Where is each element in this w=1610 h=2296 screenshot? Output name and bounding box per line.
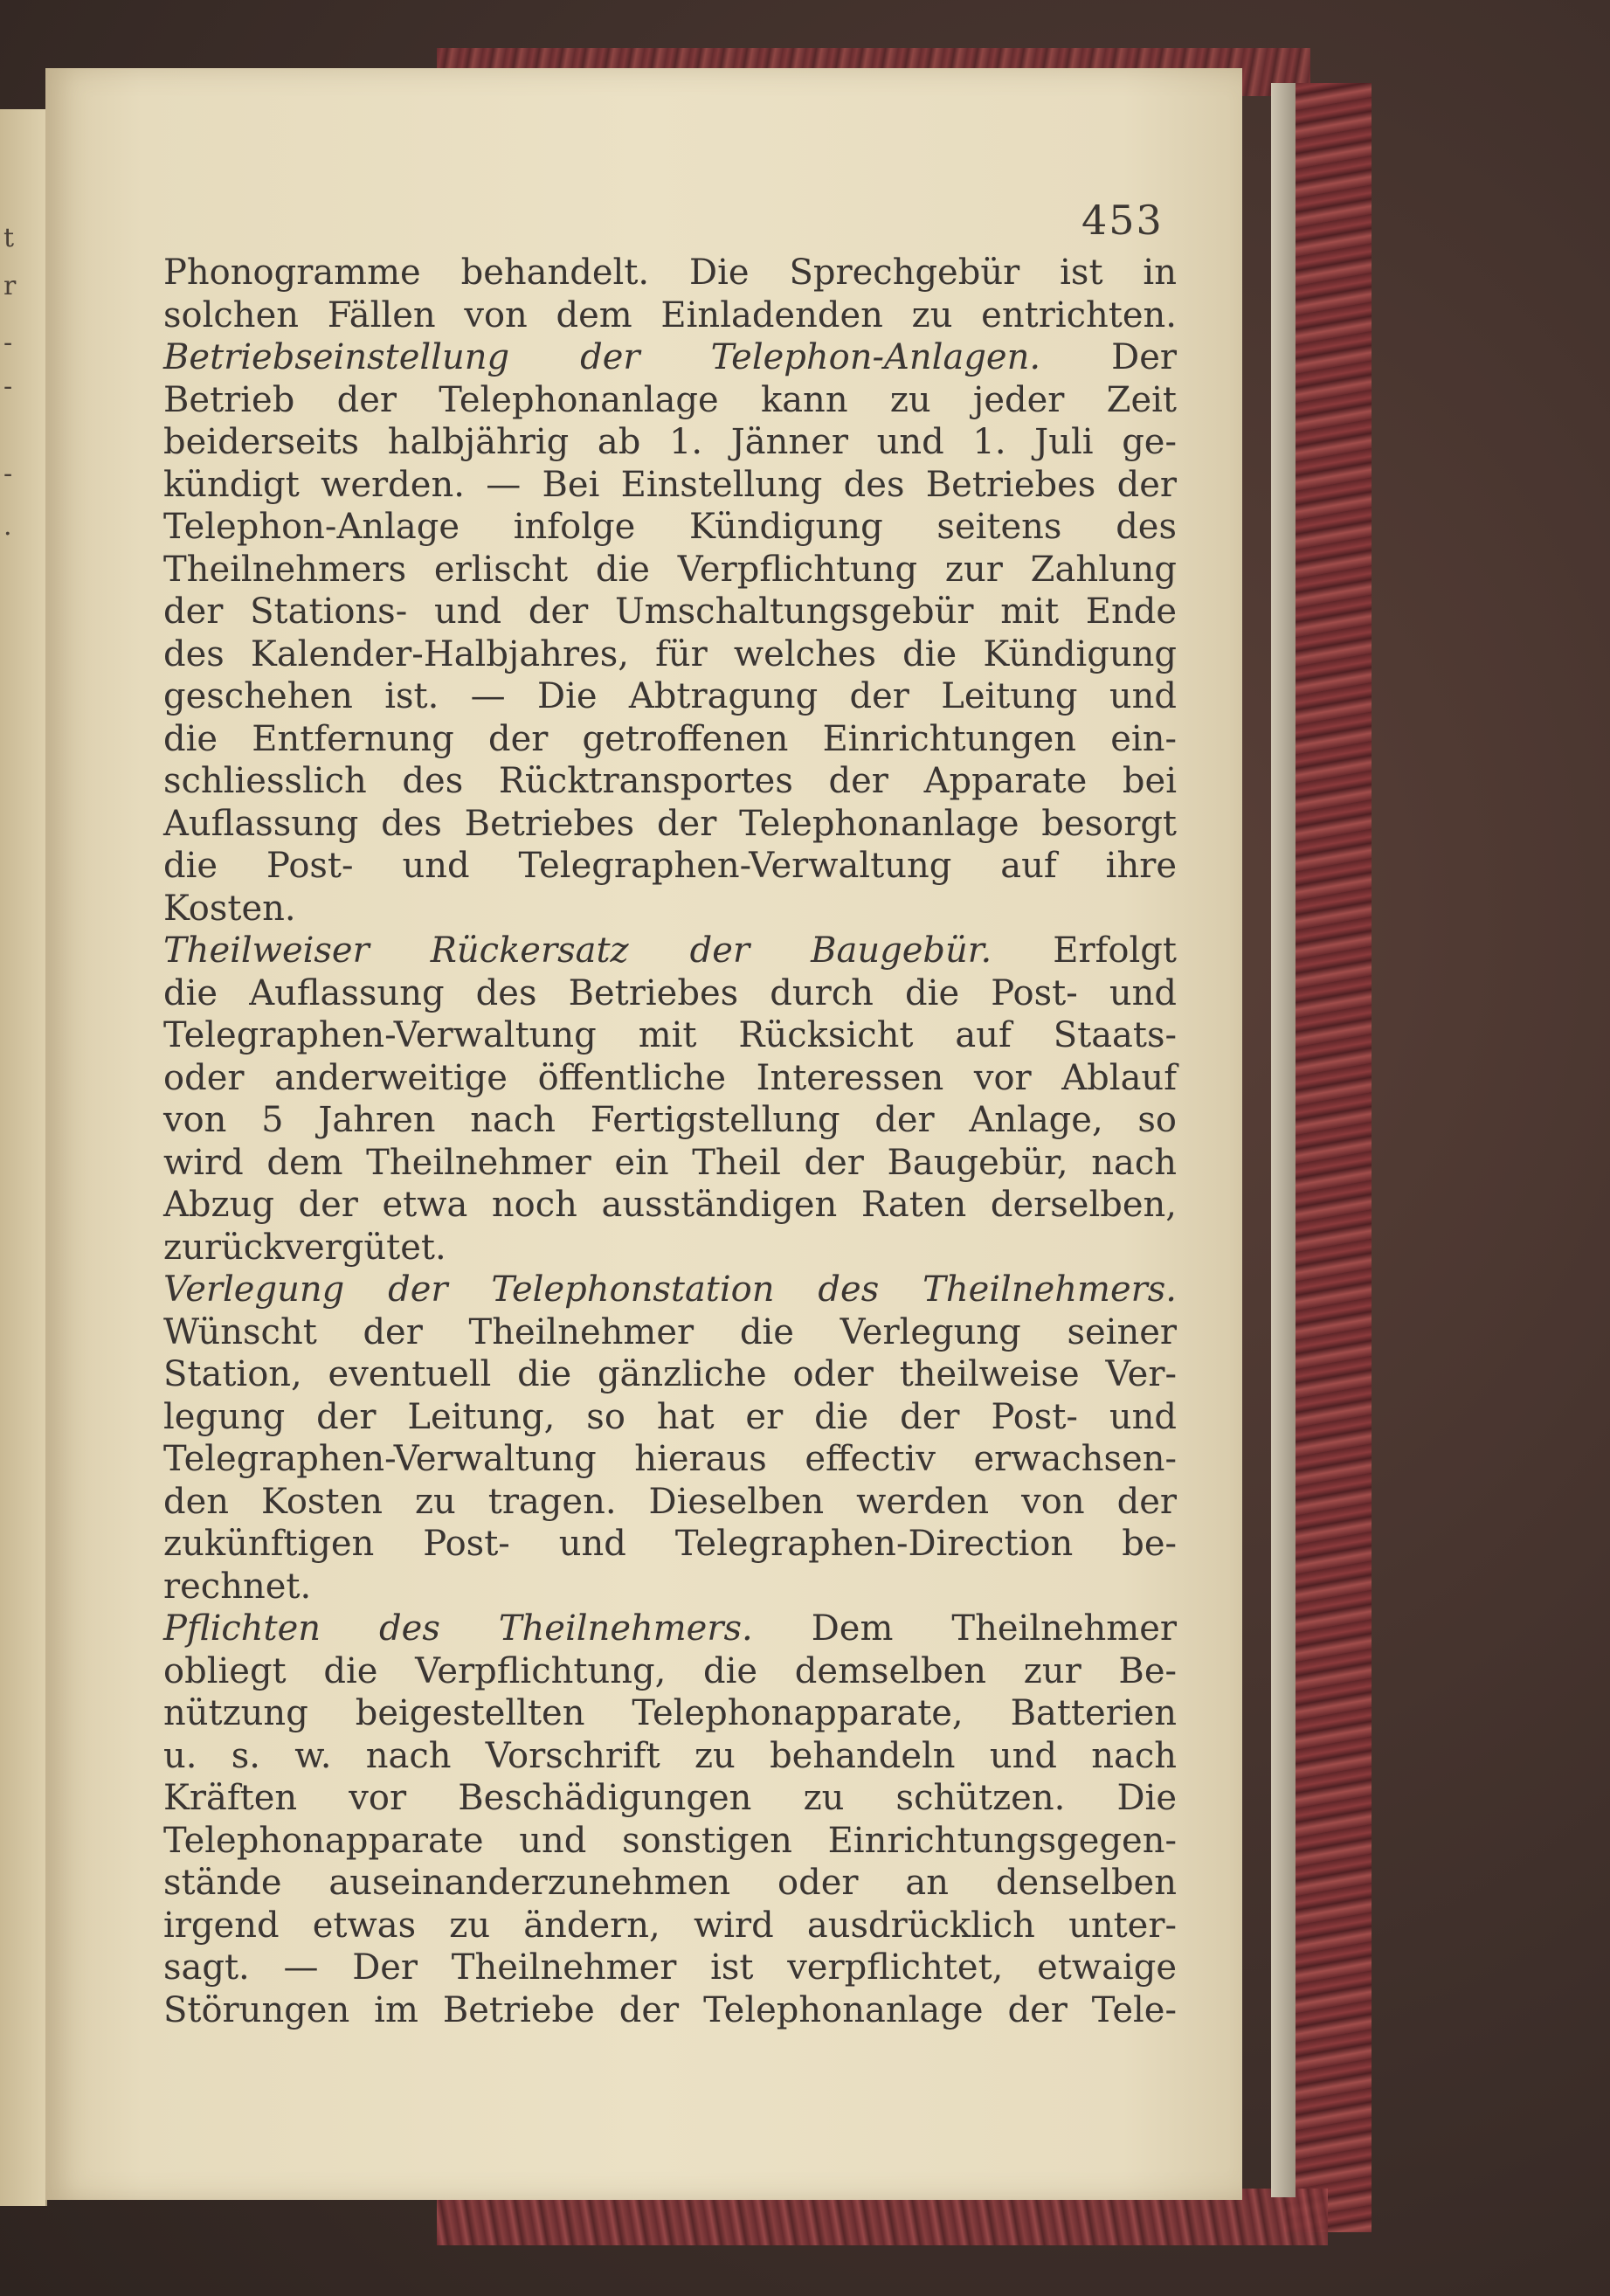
line-text: des Kalender-Halbjahres, für welches die Kündigung — [163, 633, 1177, 674]
line-text: kündigt werden. — Bei Einstellung des Betriebes der — [163, 464, 1177, 505]
line-text: wird dem Theilnehmer ein Theil der Baugebür, nach — [163, 1142, 1177, 1183]
margin-letter: t — [3, 223, 15, 253]
line-text: der Stations- und der Umschaltungsgebür mit Ende — [163, 591, 1177, 632]
text-line — [163, 1735, 1177, 1778]
text-line — [163, 972, 1177, 1015]
text-line — [163, 1523, 1177, 1566]
line-text: Station, eventuell die gänzliche oder theilweise Ver- — [163, 1354, 1177, 1394]
page-number: 453 — [1081, 197, 1164, 244]
text-line — [163, 1184, 1177, 1227]
line-text: obliegt die Verpflichtung, die demselben zur Be- — [163, 1650, 1177, 1691]
line-text: legung der Leitung, so hat er die der Post- und — [163, 1396, 1177, 1437]
line-text: die Post- und Telegraphen-Verwaltung auf ihre — [163, 846, 1177, 886]
margin-letter: r — [3, 271, 17, 301]
text-line — [163, 675, 1177, 718]
line-text: von 5 Jahren nach Fertigstellung der Anlage, so — [163, 1100, 1177, 1140]
section-heading: Pflichten des Theilnehmers. — [163, 1608, 753, 1649]
text-line — [163, 633, 1177, 676]
line-text: nützung beigestellten Telephonapparate, Batterien — [163, 1693, 1177, 1733]
line-text: beiderseits halbjährig ab 1. Jänner und 1. Juli ge- — [163, 422, 1177, 462]
text-line — [163, 421, 1177, 464]
marbled-edge-right — [1284, 83, 1372, 2232]
text-line — [163, 1353, 1177, 1396]
line-text: Betrieb der Telephonanlage kann zu jeder Zeit — [163, 379, 1177, 420]
text-line — [163, 845, 1177, 888]
line-text: Phonogramme behandelt. Die Sprechgebür ist in — [163, 252, 1177, 293]
line-text: Wünscht der Theilnehmer die Verlegung seiner — [163, 1311, 1177, 1352]
line-text: den Kosten zu tragen. Dieselben werden von der — [163, 1481, 1177, 1522]
text-line — [163, 1566, 1177, 1608]
margin-letter: . — [3, 511, 12, 542]
margin-letter: - — [3, 459, 13, 489]
text-line — [163, 591, 1177, 633]
text-line — [163, 1692, 1177, 1735]
text-line — [163, 803, 1177, 846]
text-line — [163, 252, 1177, 294]
line-text: schliesslich des Rücktransportes der Apparate bei — [163, 761, 1177, 801]
text-line — [163, 1014, 1177, 1057]
text-line — [163, 549, 1177, 591]
line-text: Störungen im Betriebe der Telephonanlage der Tele- — [163, 1989, 1177, 2030]
text-line — [163, 1989, 1177, 2032]
text-line — [163, 1481, 1177, 1524]
text-line — [163, 718, 1177, 761]
text-line — [163, 1311, 1177, 1354]
line-text: Auflassung des Betriebes der Telephonanlage besorgt — [163, 803, 1177, 844]
line-text: Der — [1040, 337, 1177, 377]
line-text: solchen Fällen von dem Einladenden zu entrichten. — [163, 294, 1177, 335]
line-text: Abzug der etwa noch ausständigen Raten derselben, — [163, 1185, 1177, 1225]
margin-letter: - — [3, 328, 13, 358]
text-line — [163, 1820, 1177, 1863]
line-text: geschehen ist. — Die Abtragung der Leitung und — [163, 676, 1177, 716]
text-line — [163, 1947, 1177, 1989]
line-text: rechnet. — [163, 1566, 312, 1607]
line-text: Kräften vor Beschädigungen zu schützen. Die — [163, 1778, 1177, 1818]
line-text: zurückvergütet. — [163, 1227, 446, 1268]
line-text: oder anderweitige öffentliche Interessen vor Ablauf — [163, 1057, 1177, 1098]
text-line — [163, 930, 1177, 972]
text-line — [163, 1862, 1177, 1905]
text-line — [163, 1142, 1177, 1185]
text-line — [163, 888, 1177, 930]
text-line — [163, 336, 1177, 379]
text-line — [163, 1057, 1177, 1100]
text-line — [163, 379, 1177, 422]
margin-letter: - — [3, 371, 13, 402]
section-heading: Betriebseinstellung der Telephon-Anlagen. — [163, 337, 1041, 377]
line-text: Telephonapparate und sonstigen Einrichtungsgegen- — [163, 1820, 1177, 1861]
previous-page-sliver — [0, 109, 47, 2206]
line-text: stände auseinanderzunehmen oder an denselben — [163, 1863, 1177, 1903]
text-line — [163, 1608, 1177, 1650]
line-text: Kosten. — [163, 888, 296, 929]
section-heading: Theilweiser Rückersatz der Baugebür. — [163, 930, 992, 971]
line-text: die Entfernung der getroffenen Einrichtungen ein- — [163, 718, 1177, 759]
section-heading: Verlegung der Telephonstation des Theilnehmers. — [163, 1269, 1177, 1310]
line-text: Telegraphen-Verwaltung hieraus effectiv erwachsen- — [163, 1439, 1177, 1479]
book-page — [45, 68, 1242, 2200]
line-text: die Auflassung des Betriebes durch die Post- und — [163, 972, 1177, 1013]
text-line — [163, 506, 1177, 549]
text-line — [163, 1099, 1177, 1142]
line-text: Telephon-Anlage infolge Kündigung seitens des — [163, 507, 1177, 547]
line-text: Erfolgt — [992, 930, 1177, 971]
text-line — [163, 1227, 1177, 1269]
line-text: Dem Theilnehmer — [752, 1608, 1177, 1649]
line-text: Telegraphen-Verwaltung mit Rücksicht auf Staats- — [163, 1015, 1177, 1055]
line-text: sagt. — Der Theilnehmer ist verpflichtet, etwaige — [163, 1947, 1177, 1988]
line-text: zukünftigen Post- und Telegraphen-Direction be- — [163, 1524, 1177, 1564]
text-line — [163, 1269, 1177, 1311]
text-line — [163, 1438, 1177, 1481]
text-line — [163, 1396, 1177, 1439]
text-line — [163, 294, 1177, 337]
line-text: u. s. w. nach Vorschrift zu behandeln und nach — [163, 1735, 1177, 1776]
text-line — [163, 1650, 1177, 1693]
line-text: Theilnehmers erlischt die Verpflichtung zur Zahlung — [163, 549, 1177, 590]
text-line — [163, 1777, 1177, 1820]
text-line — [163, 1905, 1177, 1947]
text-line — [163, 760, 1177, 803]
page-stack-edge — [1271, 83, 1296, 2197]
text-line — [163, 464, 1177, 507]
line-text: irgend etwas zu ändern, wird ausdrücklich unter- — [163, 1905, 1177, 1946]
page-text — [163, 252, 1177, 2031]
